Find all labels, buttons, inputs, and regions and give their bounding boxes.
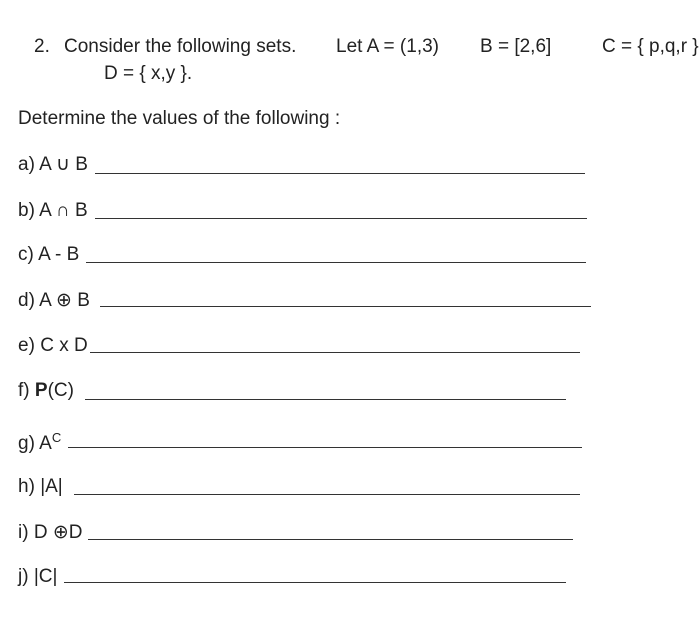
item-f-answer-line[interactable] <box>85 399 566 400</box>
item-d-label <box>18 289 90 312</box>
item-e-answer-line[interactable] <box>90 352 580 353</box>
item-h-label <box>18 476 63 498</box>
item-prefix: i) <box>18 522 34 543</box>
question-number: 2. <box>34 36 50 57</box>
item-e-label <box>18 335 88 357</box>
item-a-label <box>18 153 88 176</box>
item-prefix: d) <box>18 290 40 311</box>
item-j-label <box>18 566 57 588</box>
item-c-label <box>18 244 79 266</box>
item-g-label <box>18 430 61 455</box>
complement-superscript: C <box>51 430 62 445</box>
item-i-answer-line[interactable] <box>88 539 573 540</box>
item-prefix: g) <box>18 433 40 454</box>
item-expression: A ⊕ B <box>39 290 90 311</box>
item-i-label <box>18 521 82 544</box>
item-b-answer-line[interactable] <box>95 218 587 219</box>
item-expression: A ∩ B <box>39 200 88 221</box>
item-expression: |A| <box>40 476 63 497</box>
item-prefix: e) <box>18 335 41 356</box>
instruction-text: Determine the values of the following : <box>18 108 341 129</box>
item-j-answer-line[interactable] <box>64 582 566 583</box>
item-prefix: f) <box>18 380 35 401</box>
item-a-answer-line[interactable] <box>95 173 585 174</box>
set-c-definition: C = { p,q,r } <box>602 36 699 57</box>
item-prefix: h) <box>18 476 41 497</box>
item-prefix: c) <box>18 244 39 265</box>
item-expression: A ∪ B <box>39 154 88 175</box>
item-expression: A <box>39 433 52 454</box>
item-prefix: a) <box>18 154 40 175</box>
item-expression: C x D <box>40 335 88 356</box>
question-intro: Consider the following sets. <box>64 36 297 57</box>
item-c-answer-line[interactable] <box>86 262 586 263</box>
item-expression: (C) <box>47 380 74 401</box>
item-expression: D ⊕D <box>33 522 83 543</box>
item-prefix: b) <box>18 200 40 221</box>
item-g-answer-line[interactable] <box>68 447 582 448</box>
item-h-answer-line[interactable] <box>74 494 580 495</box>
item-b-label <box>18 200 88 222</box>
item-expression: |C| <box>33 566 58 587</box>
power-set-symbol: P <box>34 380 48 401</box>
item-d-answer-line[interactable] <box>100 306 591 307</box>
item-expression: A - B <box>38 244 80 265</box>
set-d-definition: D = { x,y }. <box>104 63 193 84</box>
set-b-definition: B = [2,6] <box>480 36 552 57</box>
item-f-label <box>18 380 74 402</box>
set-a-definition: Let A = (1,3) <box>336 36 439 57</box>
item-prefix: j) <box>18 566 34 587</box>
